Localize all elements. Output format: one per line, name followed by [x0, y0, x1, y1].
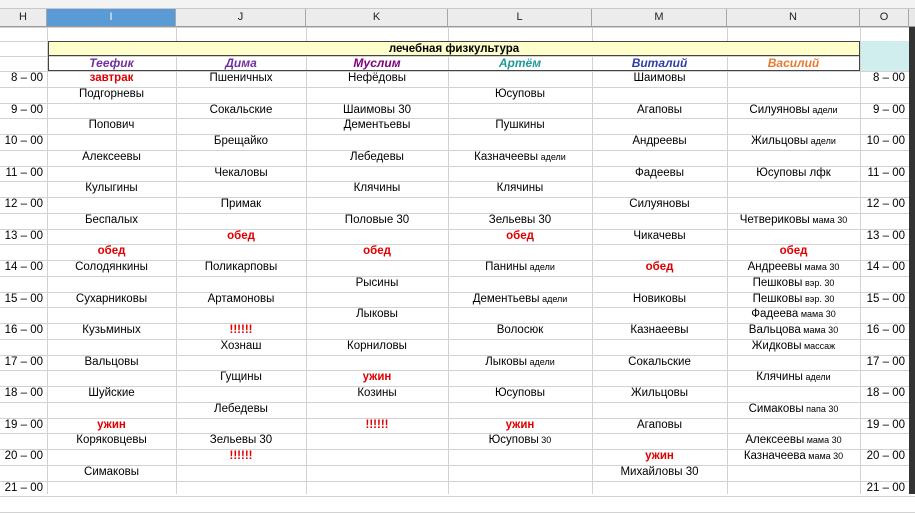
time-label-left[interactable]: 13 – 00 [4, 229, 43, 242]
appointment-cell[interactable] [592, 386, 727, 401]
grid-row-line [0, 27, 915, 28]
cell-text: Козины [357, 387, 397, 399]
appointment-cell[interactable] [306, 339, 448, 354]
appointment-cell[interactable] [306, 150, 448, 165]
time-label-left[interactable]: 15 – 00 [4, 292, 43, 305]
cell-text: Чекаловы [214, 166, 268, 179]
cell-text: Алексеевы [745, 434, 805, 447]
time-label-left[interactable]: 18 – 00 [4, 387, 43, 399]
cell-text: Юсуповы [494, 387, 546, 399]
grid-row-line [0, 496, 915, 497]
cell-text: Юсуповы [488, 434, 539, 447]
column-header-l[interactable]: L [448, 9, 592, 26]
cell-text: завтрак [89, 72, 134, 84]
appointment-cell[interactable] [448, 355, 592, 370]
column-header-n[interactable]: N [727, 9, 860, 26]
appointment-cell[interactable] [448, 181, 592, 196]
cell-text: ужин [362, 371, 392, 384]
cell-text: обед [506, 229, 534, 242]
cell-text: Гущины [220, 371, 262, 384]
appointment-cell[interactable] [176, 433, 306, 448]
cell-text: Брещайко [213, 135, 269, 147]
meal-marker-cell[interactable] [47, 418, 176, 433]
therapist-name[interactable]: Дима [225, 56, 257, 70]
cell-text: Шаимовы 30 [342, 103, 412, 116]
appointment-cell[interactable] [727, 307, 860, 322]
appointment-cell[interactable] [592, 134, 727, 149]
cell-text: Новиковы [632, 292, 687, 305]
appointment-cell[interactable] [47, 87, 176, 102]
meal-marker-cell[interactable] [176, 449, 306, 464]
grid-row-line [0, 197, 915, 198]
appointment-cell[interactable] [306, 276, 448, 291]
time-label-right[interactable]: 19 – 00 [866, 418, 905, 431]
appointment-cell[interactable] [47, 118, 176, 133]
meal-marker-cell[interactable] [592, 449, 727, 464]
time-label-left[interactable]: 20 – 00 [4, 450, 43, 462]
appointment-cell[interactable] [592, 418, 727, 433]
cell-text: Симаковы [84, 465, 139, 478]
cell-note: мама 30 [798, 309, 836, 320]
cell-text: Жильцовы [631, 387, 688, 399]
appointment-cell[interactable] [306, 103, 448, 118]
cell-note: адели [808, 136, 836, 146]
cell-text: Примак [220, 198, 262, 210]
cell-text: Вальцова [748, 324, 801, 336]
therapist-name[interactable]: Виталий [631, 56, 688, 70]
cell-text: Казначеева [743, 450, 806, 462]
cell-text: Солодянкины [75, 261, 148, 273]
cell-text: Лебедевы [214, 402, 268, 415]
appointment-cell[interactable] [448, 213, 592, 228]
cell-text: Зельевы 30 [209, 434, 273, 447]
appointment-cell[interactable] [727, 260, 860, 275]
time-label-right[interactable]: 20 – 00 [866, 450, 905, 462]
cell-text: Попович [88, 119, 135, 132]
appointment-cell[interactable] [306, 71, 448, 86]
cell-text: !!!!!! [229, 324, 253, 336]
time-label-right[interactable]: 10 – 00 [866, 135, 905, 147]
cell-text: ужин [645, 450, 674, 462]
cell-text: !!!!!! [229, 450, 253, 462]
appointment-cell[interactable] [176, 260, 306, 275]
cell-text: Пшеничных [209, 72, 273, 84]
cell-text: Алексеевы [82, 150, 141, 163]
appointment-cell[interactable] [47, 213, 176, 228]
appointment-cell[interactable] [727, 134, 860, 149]
cell-note: папа 30 [803, 403, 839, 414]
cell-text: Поликарповы [204, 261, 278, 273]
schedule-title-banner[interactable]: лечебная физкультура [48, 41, 860, 56]
cell-note: мама 30 [804, 435, 842, 446]
time-label-left[interactable]: 9 – 00 [11, 103, 43, 116]
cell-note: массаж [801, 340, 836, 351]
window-edge [909, 27, 915, 494]
cell-note: вэр. 30 [802, 293, 835, 304]
time-label-right[interactable]: 9 – 00 [873, 103, 905, 116]
cell-text: Юсуповы [494, 87, 546, 100]
cell-text: Юсуповы лфк [756, 166, 831, 179]
cell-text: Пушкины [495, 119, 545, 132]
cell-text: Шаимовы [633, 72, 686, 84]
appointment-cell[interactable] [306, 181, 448, 196]
time-label-left[interactable]: 8 – 00 [11, 72, 43, 84]
appointment-cell[interactable] [176, 166, 306, 181]
meal-marker-cell[interactable] [592, 260, 727, 275]
cell-text: обед [363, 245, 391, 258]
appointment-cell[interactable] [727, 433, 860, 448]
time-label-right[interactable]: 15 – 00 [866, 292, 905, 305]
column-header-j[interactable]: J [176, 9, 306, 26]
column-header-m[interactable]: M [592, 9, 727, 26]
cell-note: мама 30 [809, 214, 848, 225]
cell-text: Зельевы 30 [488, 213, 552, 226]
cell-note: вэр. 30 [802, 277, 835, 288]
meal-marker-cell[interactable] [727, 244, 860, 259]
appointment-cell[interactable] [727, 339, 860, 354]
time-label-right[interactable]: 11 – 00 [867, 166, 905, 179]
appointment-cell[interactable] [306, 213, 448, 228]
appointment-cell[interactable] [592, 71, 727, 86]
cell-text: Лебедевы [350, 150, 404, 163]
time-label-left[interactable]: 11 – 00 [5, 166, 43, 179]
appointment-cell[interactable] [47, 355, 176, 370]
cell-text: Шуйские [88, 387, 135, 399]
cell-text: Панины [485, 261, 528, 273]
appointment-cell[interactable] [176, 71, 306, 86]
cell-text: Клячины [496, 182, 544, 195]
cell-text: Дементьевы [343, 119, 411, 132]
cell-text: Агаповы [636, 103, 682, 116]
appointment-cell[interactable] [592, 323, 727, 338]
cell-text: Дементьевы [472, 292, 540, 305]
appointment-cell[interactable] [176, 370, 306, 385]
cell-note: мама 30 [805, 451, 844, 461]
therapist-name[interactable]: Теефик [89, 56, 134, 70]
appointment-cell[interactable] [592, 465, 727, 480]
meal-marker-cell[interactable] [448, 229, 592, 244]
time-label-left[interactable]: 10 – 00 [4, 135, 43, 147]
cell-note: 30 [538, 435, 552, 446]
cell-text: Агаповы [636, 418, 682, 431]
cell-text: Казначеевы [474, 150, 539, 163]
appointment-cell[interactable] [592, 229, 727, 244]
appointment-cell[interactable] [47, 465, 176, 480]
cell-note: адели [539, 293, 568, 304]
appointment-cell[interactable] [592, 355, 727, 370]
cell-text: Андреевы [632, 135, 687, 147]
meal-marker-cell[interactable] [448, 418, 592, 433]
column-header-o[interactable]: O [860, 9, 909, 26]
cell-text: Фадеева [751, 308, 799, 321]
appointment-cell[interactable] [306, 307, 448, 322]
cell-text: Силуяновы [749, 103, 810, 116]
appointment-cell[interactable] [592, 103, 727, 118]
appointment-cell[interactable] [47, 260, 176, 275]
time-label-right[interactable]: 21 – 00 [866, 481, 905, 494]
cell-text: Рысины [355, 276, 399, 289]
time-label-right[interactable]: 14 – 00 [866, 261, 905, 273]
appointment-cell[interactable] [176, 103, 306, 118]
appointment-cell[interactable] [47, 323, 176, 338]
appointment-cell[interactable] [448, 323, 592, 338]
meal-marker-cell[interactable] [176, 229, 306, 244]
appointment-cell[interactable] [176, 402, 306, 417]
cell-note: мама 30 [800, 325, 839, 335]
cell-text: Казнаеевы [630, 324, 689, 336]
cell-note: адели [527, 356, 555, 367]
cell-text: Пешковы [752, 276, 803, 289]
appointment-cell[interactable] [592, 197, 727, 212]
therapist-name[interactable]: Артём [498, 56, 542, 70]
appointment-cell[interactable] [727, 166, 860, 181]
appointment-cell[interactable] [47, 150, 176, 165]
time-label-right[interactable]: 13 – 00 [866, 229, 905, 242]
cell-text: Андреевы [747, 261, 802, 273]
cell-text: Сокальские [209, 103, 273, 116]
cell-text: Пешковы [752, 292, 803, 305]
cell-text: Корниловы [347, 339, 407, 352]
meal-marker-cell[interactable] [176, 323, 306, 338]
header-fill-cell [861, 41, 909, 71]
appointment-cell[interactable] [306, 118, 448, 133]
cell-note: адели [538, 151, 566, 162]
cell-note: адели [527, 262, 555, 272]
appointment-cell[interactable] [47, 292, 176, 307]
toolbar-strip [0, 0, 915, 9]
cell-text: Артамоновы [207, 292, 275, 305]
cell-text: Жильцовы [751, 135, 809, 147]
cell-text: обед [227, 229, 255, 242]
cell-text: обед [779, 245, 808, 258]
appointment-cell[interactable] [448, 150, 592, 165]
cell-text: Коряковцевы [76, 434, 147, 447]
cell-text: Волосюк [496, 324, 544, 336]
time-label-left[interactable]: 21 – 00 [4, 481, 43, 494]
cell-text: Подгорневы [79, 87, 144, 100]
appointment-cell[interactable] [727, 449, 860, 464]
column-header-i[interactable]: I [47, 9, 176, 26]
time-label-right[interactable]: 16 – 00 [866, 324, 905, 336]
appointment-cell[interactable] [176, 197, 306, 212]
appointment-cell[interactable] [448, 118, 592, 133]
column-header-k[interactable]: K [306, 9, 448, 26]
cell-note: адели [802, 372, 831, 383]
cell-text: Лыковы [485, 355, 527, 368]
appointment-cell[interactable] [727, 292, 860, 307]
appointment-cell[interactable] [727, 323, 860, 338]
cell-text: Хознаш [220, 339, 262, 352]
appointment-cell[interactable] [727, 103, 860, 118]
cell-text: Фадеевы [634, 166, 684, 179]
cell-text: Чикачевы [633, 229, 686, 242]
appointment-cell[interactable] [176, 134, 306, 149]
appointment-cell[interactable] [47, 181, 176, 196]
time-label-right[interactable]: 17 – 00 [866, 355, 905, 368]
appointment-cell[interactable] [448, 260, 592, 275]
appointment-cell[interactable] [306, 386, 448, 401]
cell-text: Клячины [353, 182, 401, 195]
cell-text: Клячины [756, 371, 803, 384]
appointment-cell[interactable] [47, 386, 176, 401]
cell-text: Половые 30 [344, 213, 410, 226]
appointment-cell[interactable] [47, 433, 176, 448]
appointment-cell[interactable] [176, 292, 306, 307]
cell-text: Кузьминых [82, 324, 141, 336]
cell-text: ужин [97, 418, 126, 431]
cell-text: !!!!!! [365, 418, 389, 431]
column-header-h[interactable]: H [0, 9, 47, 26]
cell-text: Михайловы 30 [620, 465, 699, 478]
appointment-cell[interactable] [448, 87, 592, 102]
time-label-right[interactable]: 18 – 00 [866, 387, 905, 399]
appointment-cell[interactable] [448, 433, 592, 448]
meal-marker-cell[interactable] [47, 244, 176, 259]
time-label-left[interactable]: 16 – 00 [4, 324, 43, 336]
meal-marker-cell[interactable] [47, 71, 176, 86]
time-label-right[interactable]: 12 – 00 [866, 198, 905, 210]
time-label-right[interactable]: 8 – 00 [873, 72, 905, 84]
cell-text: Кулыгины [85, 182, 138, 195]
cell-text: Силуяновы [629, 198, 690, 210]
cell-text: ужин [505, 418, 535, 431]
therapist-name[interactable]: Муслим [353, 56, 401, 70]
cell-text: обед [97, 245, 126, 258]
cell-text: Вальцовы [84, 355, 139, 368]
cell-text: обед [645, 261, 674, 273]
cell-text: Четвериковы [739, 213, 810, 226]
meal-marker-cell[interactable] [306, 370, 448, 385]
cell-text: Нефёдовы [347, 72, 407, 84]
appointment-cell[interactable] [592, 292, 727, 307]
time-label-left[interactable]: 14 – 00 [4, 261, 43, 273]
column-header-row [0, 9, 915, 27]
cell-text: Сокальские [628, 355, 691, 368]
appointment-cell[interactable] [448, 386, 592, 401]
cell-text: Жидковы [751, 339, 802, 352]
meal-marker-cell[interactable] [306, 244, 448, 259]
appointment-cell[interactable] [727, 402, 860, 417]
cell-text: Лыковы [356, 308, 398, 321]
appointment-cell[interactable] [592, 166, 727, 181]
cell-note: адели [809, 104, 838, 115]
grid-row-line [0, 481, 915, 482]
cell-text: Беспалых [84, 213, 139, 226]
spreadsheet-grid[interactable] [0, 27, 915, 494]
appointment-cell[interactable] [448, 292, 592, 307]
cell-text: Симаковы [748, 402, 804, 415]
appointment-cell[interactable] [727, 276, 860, 291]
cell-note: мама 30 [801, 262, 840, 272]
time-label-left[interactable]: 19 – 00 [4, 418, 43, 431]
time-label-left[interactable]: 17 – 00 [4, 355, 43, 368]
time-label-left[interactable]: 12 – 00 [4, 198, 43, 210]
cell-text: Сухарниковы [75, 292, 148, 305]
meal-marker-cell[interactable] [306, 418, 448, 433]
appointment-cell[interactable] [176, 339, 306, 354]
appointment-cell[interactable] [727, 370, 860, 385]
appointment-cell[interactable] [727, 213, 860, 228]
therapist-name[interactable]: Василий [767, 56, 820, 70]
